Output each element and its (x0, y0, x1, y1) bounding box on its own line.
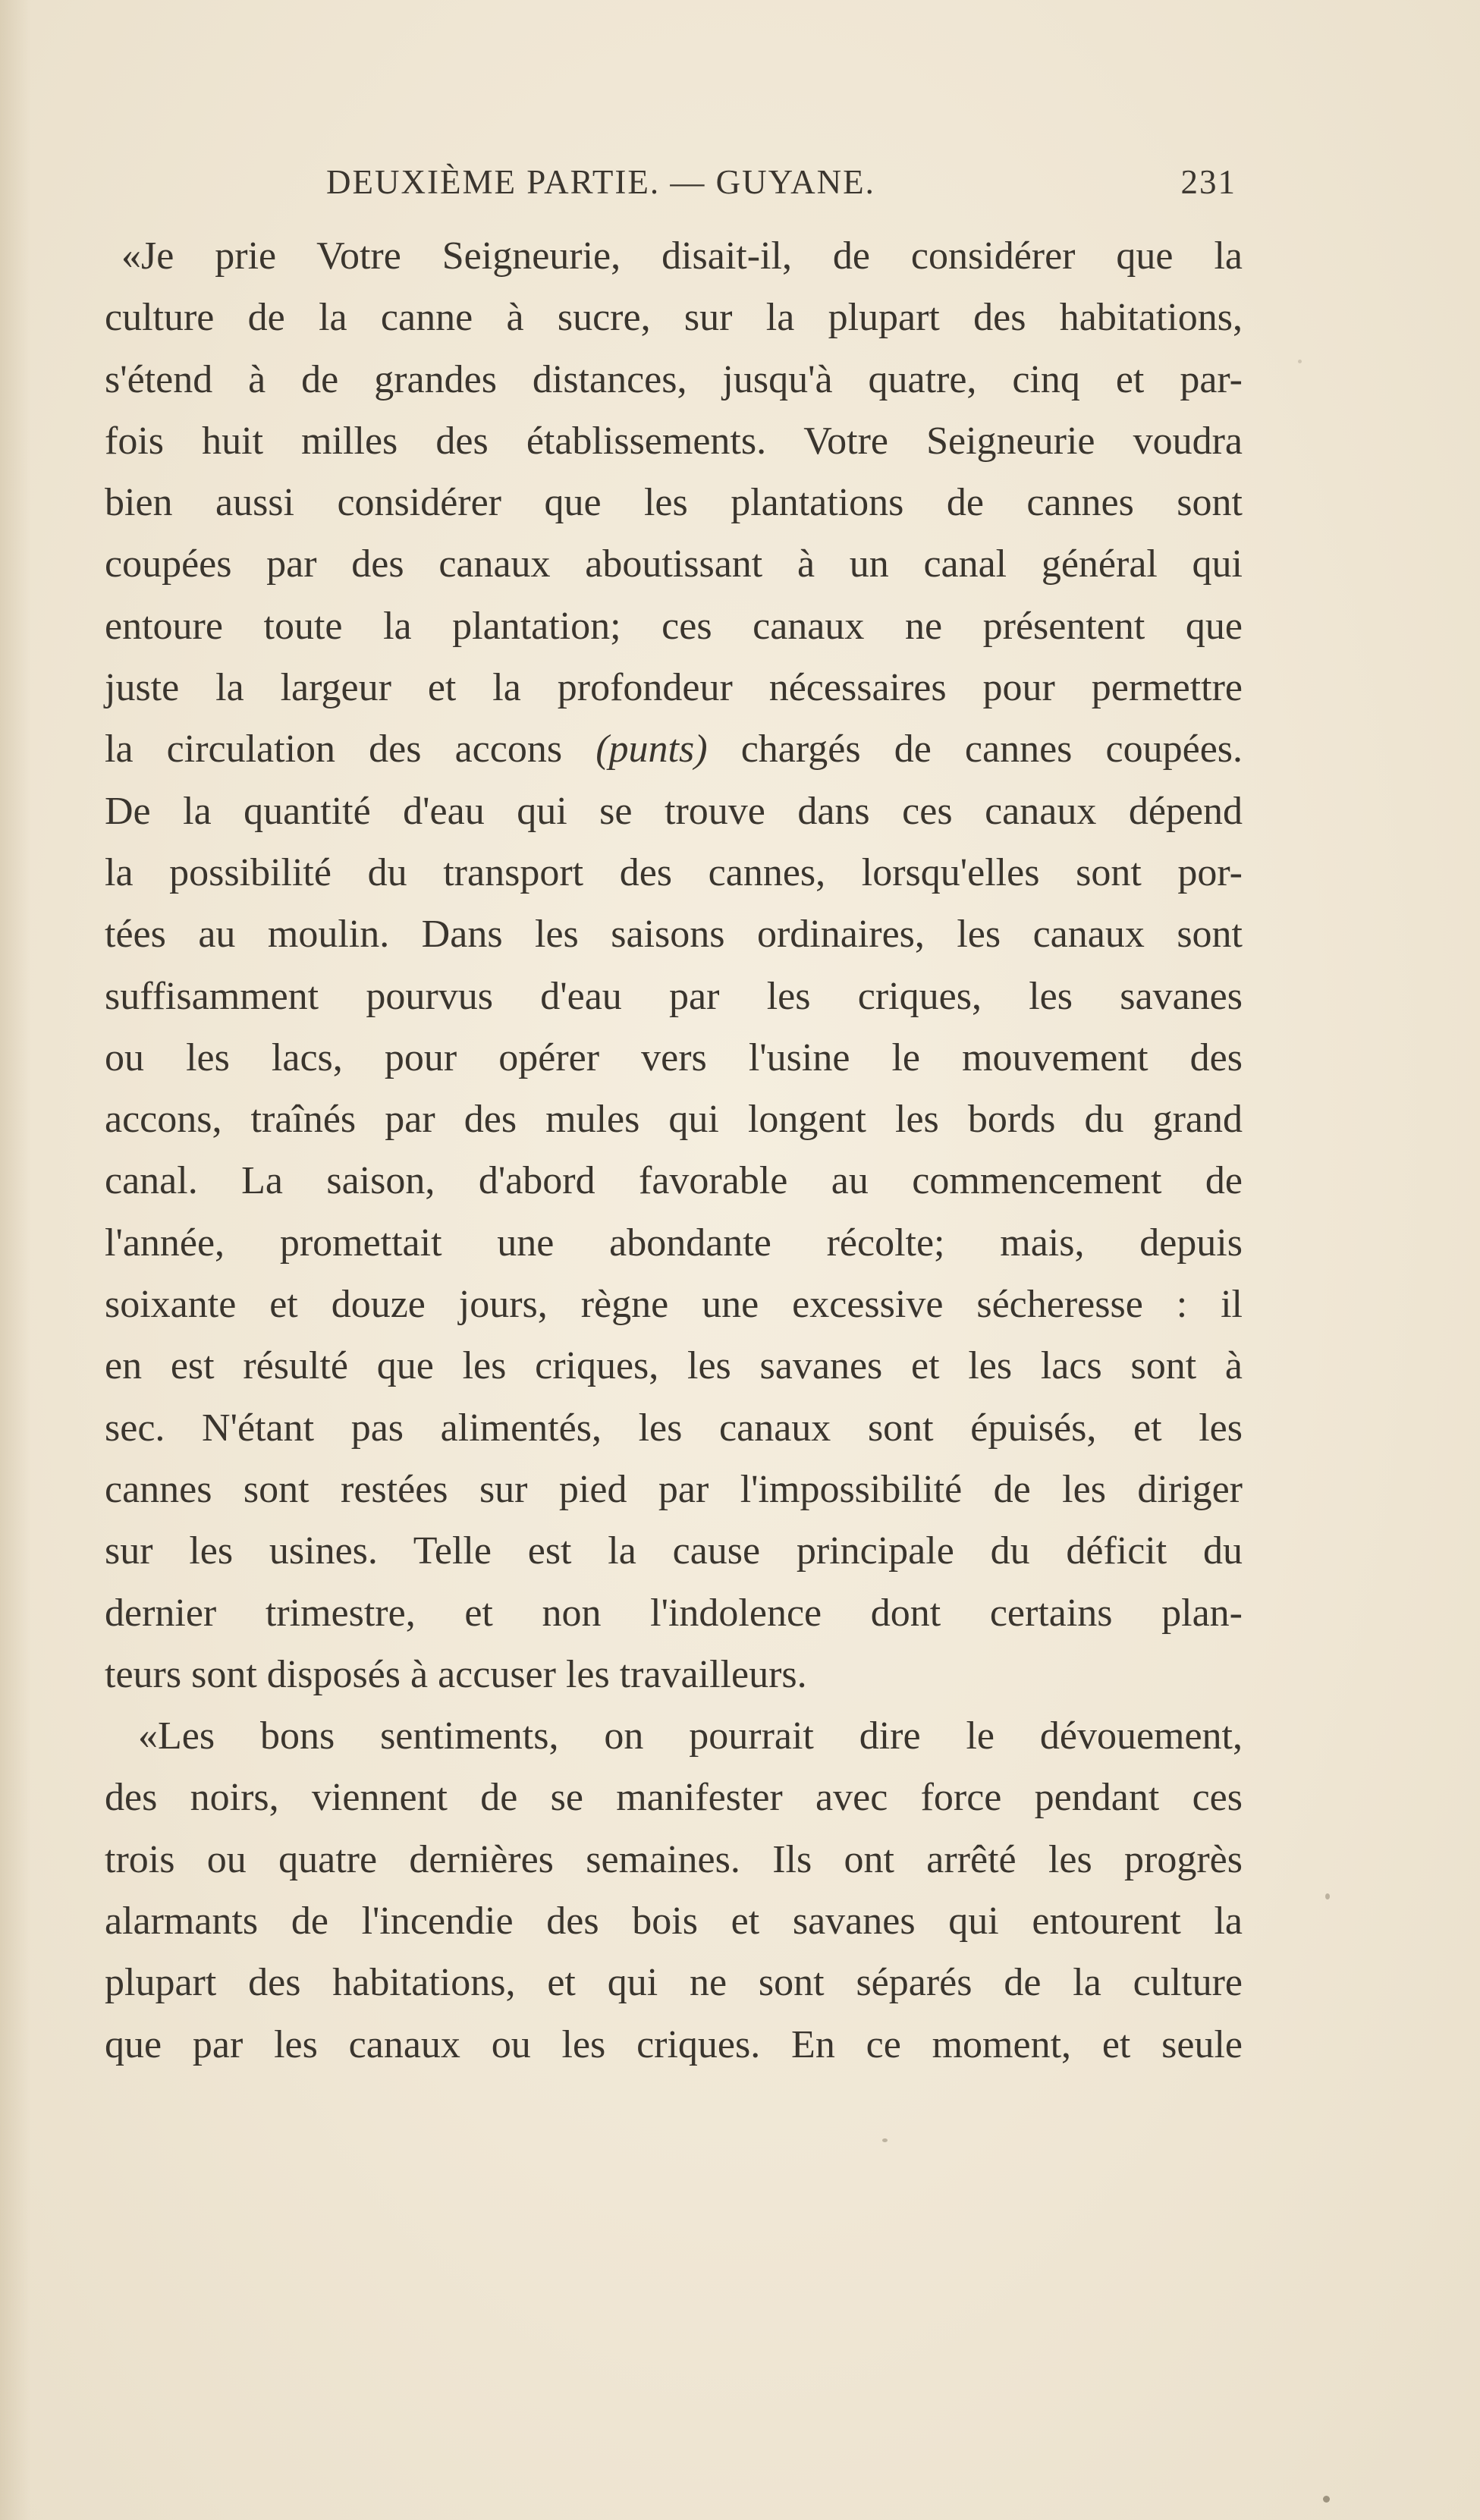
text-line: culture de la canne à sucre, sur la plupart des habitations, (105, 296, 1243, 340)
text-line: dernier trimestre, et non l'indolence dont certains plan- (105, 1591, 1243, 1635)
text-line: «Les bons sentiments, on pourrait dire le dévouement, (138, 1714, 1243, 1758)
text-line: la possibilité du transport des cannes, lorsqu'elles sont por- (105, 850, 1243, 894)
text-line: soixante et douze jours, règne une excessive sécheresse : il (105, 1283, 1243, 1327)
paper-speck (882, 2138, 888, 2142)
text-line: teurs sont disposés à accuser les travailleurs. (105, 1652, 807, 1696)
text-line: trois ou quatre dernières semaines. Ils ont arrêté les progrès (105, 1837, 1243, 1881)
text-line: entoure toute la plantation; ces canaux ne présentent que (105, 604, 1243, 648)
running-head (106, 162, 1236, 208)
text-line: cannes sont restées sur pied par l'impossibilité de les diriger (105, 1467, 1243, 1511)
running-title: DEUXIÈME PARTIE. — GUYANE. (326, 163, 875, 201)
italic-term: (punts) (595, 727, 708, 771)
text-line: canal. La saison, d'abord favorable au commencement de (105, 1159, 1243, 1203)
text-line: juste la largeur et la profondeur nécessaires pour permettre (105, 666, 1243, 710)
page-edge-shadow (0, 0, 30, 2520)
page-number: 231 (1180, 163, 1236, 201)
paper-speck (1325, 1893, 1330, 1899)
paper-speck (1323, 2496, 1330, 2503)
text-line: sur les usines. Telle est la cause principale du déficit du (105, 1529, 1243, 1573)
text-line: fois huit milles des établissements. Votre Seigneurie voudra (105, 419, 1243, 463)
text-line: alarmants de l'incendie des bois et savanes qui entourent la (105, 1899, 1243, 1943)
text-line: sec. N'étant pas alimentés, les canaux sont épuisés, et les (105, 1406, 1243, 1450)
text-line: plupart des habitations, et qui ne sont séparés de la culture (105, 1961, 1243, 2005)
text-line: en est résulté que les criques, les savanes et les lacs sont à (105, 1344, 1243, 1388)
text-line: ou les lacs, pour opérer vers l'usine le mouvement des (105, 1035, 1243, 1079)
text-line: De la quantité d'eau qui se trouve dans ces canaux dépend (105, 789, 1243, 833)
paper-speck (1298, 360, 1302, 363)
text-line: s'étend à de grandes distances, jusqu'à quatre, cinq et par- (105, 357, 1243, 401)
text-line: tées au moulin. Dans les saisons ordinaires, les canaux sont (105, 913, 1243, 957)
text-line: accons, traînés par des mules qui longent les bords du grand (105, 1098, 1243, 1142)
text-segment: la circulation des accons (105, 727, 596, 771)
text-line (105, 718, 1243, 780)
text-line: que par les canaux ou les criques. En ce moment, et seule (105, 2022, 1243, 2066)
text-line: bien aussi considérer que les plantations de cannes sont (105, 481, 1243, 525)
body-text (105, 225, 1243, 2075)
text-segment: chargés de cannes coupées. (707, 727, 1243, 771)
text-line: «Je prie Votre Seigneurie, disait-il, de considérer que la (121, 234, 1243, 278)
text-line: suffisamment pourvus d'eau par les criques, les savanes (105, 974, 1243, 1018)
text-line: l'année, promettait une abondante récolte; mais, depuis (105, 1221, 1243, 1265)
text-line: coupées par des canaux aboutissant à un canal général qui (105, 542, 1243, 586)
text-line: des noirs, viennent de se manifester avec force pendant ces (105, 1776, 1243, 1820)
